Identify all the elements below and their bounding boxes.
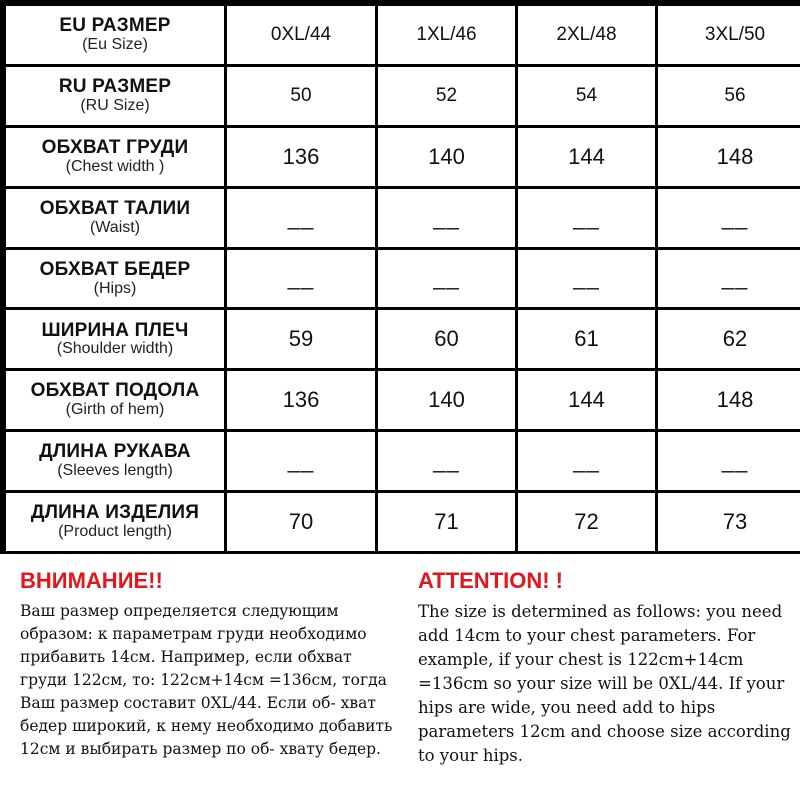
row-label-en: (Eu Size) [82, 36, 148, 53]
row-label [6, 6, 224, 64]
table-cell: 0XL/44 [227, 6, 375, 64]
table-cell: 148 [658, 371, 800, 429]
row-label-en: (Waist) [89, 218, 141, 236]
row-label-ru: ОБХВАТ ГРУДИ [41, 136, 189, 158]
row-label [6, 189, 224, 247]
row-label-ru: RU РАЗМЕР [58, 75, 172, 97]
notes-section [0, 560, 800, 800]
table-cell: __ [518, 250, 655, 308]
table-cell: 144 [518, 128, 655, 186]
row-label [6, 432, 224, 490]
row-label-ru: ДЛИНА ИЗДЕЛИЯ [30, 502, 200, 524]
row-label [6, 371, 224, 429]
table-cell: 60 [378, 310, 515, 368]
row-label-en: (Girth of hem) [65, 401, 165, 419]
row-label [6, 250, 224, 308]
note-body-en: The size is determined as follows: you need add 14cm to your chest parameters. For example, if your chest is 122cm+14cm =136cm so your size will be 0XL/44. If your hips are wide, you need add to hips parameters 12cm and choose size according to your hips. [418, 602, 791, 765]
note-title-en: ATTENTION! ! [418, 568, 564, 593]
table-cell: 136 [227, 371, 375, 429]
table-cell: __ [658, 432, 800, 490]
table-cell: __ [378, 432, 515, 490]
row-label-en: (Chest width ) [65, 157, 165, 175]
table-cell: 140 [378, 128, 515, 186]
table-cell: 140 [378, 371, 515, 429]
row-label-en: (Shoulder width) [56, 340, 174, 358]
row-label-ru: ОБХВАТ ТАЛИИ [39, 197, 191, 219]
table-cell: __ [518, 189, 655, 247]
row-label [6, 310, 224, 368]
row-label-ru: ОБХВАТ БЕДЕР [39, 258, 191, 280]
table-cell: __ [227, 189, 375, 247]
table-cell: 59 [227, 310, 375, 368]
row-label [6, 128, 224, 186]
table-cell: 70 [227, 493, 375, 551]
table-cell: 52 [378, 67, 515, 125]
table-cell: 62 [658, 310, 800, 368]
table-cell: __ [227, 432, 375, 490]
row-label-ru: ОБХВАТ ПОДОЛА [30, 380, 200, 402]
row-label-en: (Sleeves length) [57, 462, 173, 480]
table-cell: 72 [518, 493, 655, 551]
note-title-ru: ВНИМАНИЕ!! [20, 568, 163, 593]
table-cell: 2XL/48 [518, 6, 655, 64]
table-cell: 148 [658, 128, 800, 186]
table-cell: __ [378, 250, 515, 308]
row-label-en: (Product length) [58, 523, 172, 541]
table-cell: 144 [518, 371, 655, 429]
table-cell: 136 [227, 128, 375, 186]
table-cell: 56 [658, 67, 800, 125]
note-body-ru: Ваш размер определяется следующим образом: к параметрам груди необходимо прибавить 14см. Например, если обхват груди 122см, то: 122см+14см =136см, тогда Ваш размер составит 0XL/44. Если об- хват бедер широкий, к нему необходимо добавить 12см и выбирать размер по об- хвату бедер. [20, 602, 393, 758]
table-cell: 54 [518, 67, 655, 125]
table-cell: __ [227, 250, 375, 308]
note-russian [20, 568, 400, 761]
row-label [6, 67, 224, 125]
table-cell: __ [378, 189, 515, 247]
row-label-ru: ДЛИНА РУКАВА [39, 441, 191, 463]
table-cell: __ [658, 250, 800, 308]
table-cell: 73 [658, 493, 800, 551]
row-label-en: (Hips) [93, 279, 137, 297]
note-english [418, 568, 800, 768]
table-cell: 1XL/46 [378, 6, 515, 64]
row-label-ru: EU РАЗМЕР [59, 15, 171, 37]
table-cell: 61 [518, 310, 655, 368]
row-label [6, 493, 224, 551]
table-cell: __ [658, 189, 800, 247]
table-cell: __ [518, 432, 655, 490]
table-cell: 3XL/50 [658, 6, 800, 64]
table-cell: 71 [378, 493, 515, 551]
row-label-en: (RU Size) [80, 96, 150, 114]
row-label-ru: ШИРИНА ПЛЕЧ [41, 319, 189, 341]
table-cell: 50 [227, 67, 375, 125]
